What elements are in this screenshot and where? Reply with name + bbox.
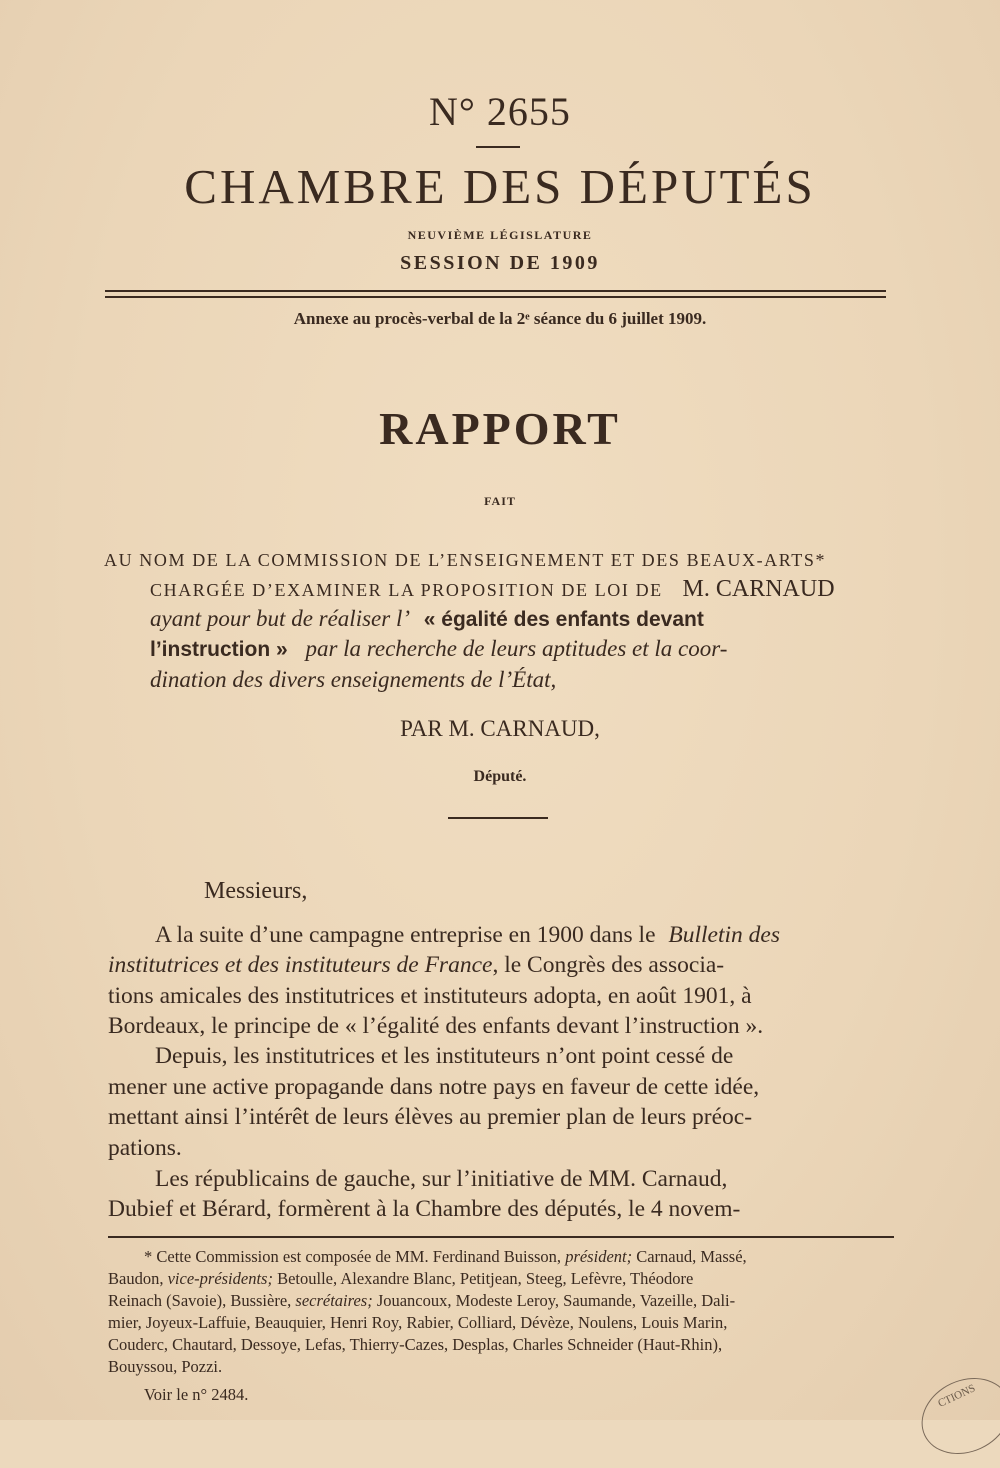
- salutation: Messieurs,: [204, 878, 308, 904]
- center-rule: [448, 817, 548, 819]
- author-role: Député.: [473, 768, 527, 785]
- annex-line: Annexe au procès-verbal de la 2ᵉ séance du 6 juillet 1909.: [293, 309, 707, 328]
- short-rule: [476, 146, 520, 148]
- session-label: SESSION DE 1909: [400, 252, 600, 274]
- double-rule-bottom: [105, 296, 886, 298]
- footnote-line-5: Couderc, Chautard, Dessoye, Lefas, Thierry-Cazes, Desplas, Charles Schneider (Haut-Rhin),: [108, 1335, 723, 1354]
- body-line-7: mettant ainsi l’intérêt de leurs élèves au premier plan de leurs préoc-: [108, 1104, 753, 1130]
- footnote-rule: [108, 1236, 894, 1238]
- footnote-role: vice-présidents;: [167, 1269, 273, 1288]
- footnote-text: * Cette Commission est composée de MM. Ferdinand Buisson,: [144, 1247, 566, 1266]
- purpose-line-2: [150, 636, 727, 662]
- proposition-text: CHARGÉE D’EXAMINER LA PROPOSITION DE LOI DE: [150, 580, 663, 600]
- footnote-role: secrétaires;: [295, 1291, 373, 1310]
- body-text: A la suite d’une campagne entreprise en 1900 dans le: [155, 922, 656, 948]
- bulletin-title-cont: institutrices et des instituteurs de France: [108, 952, 493, 978]
- body-text: , le Congrès des associa-: [492, 952, 725, 978]
- footnote-line-2: [108, 1269, 693, 1289]
- proposition-line: [150, 576, 835, 603]
- footnote-text: Jouancoux, Modeste Leroy, Saumande, Vazeille, Dali-: [372, 1291, 736, 1310]
- body-line-3: tions amicales des institutrices et instituteurs adopta, en août 1901, à: [108, 983, 752, 1009]
- footnote-line-4: mier, Joyeux-Laffuie, Beauquier, Henri Roy, Rabier, Colliard, Dévèze, Noulens, Louis Marin,: [108, 1313, 728, 1332]
- purpose-line-3: [150, 667, 556, 693]
- body-line-8: pations.: [108, 1135, 182, 1161]
- bulletin-title: Bulletin des: [668, 922, 780, 948]
- footnote-text: Reinach (Savoie), Bussière,: [108, 1291, 296, 1310]
- footnote-line-3: [108, 1291, 735, 1311]
- document-number: N° 2655: [429, 89, 571, 134]
- purpose-italic: ayant pour but de réaliser l’: [150, 606, 410, 631]
- report-title: RAPPORT: [379, 403, 621, 454]
- purpose-line-1: [150, 606, 704, 632]
- see-reference: Voir le n° 2484.: [144, 1385, 249, 1404]
- author-line: PAR M. CARNAUD,: [400, 716, 600, 741]
- commission-line: AU NOM DE LA COMMISSION DE L’ENSEIGNEMENT ET DES BEAUX-ARTS*: [104, 550, 827, 570]
- body-line-1: [155, 922, 780, 949]
- legislature-label: NEUVIÈME LÉGISLATURE: [407, 228, 593, 242]
- footnote-text: Baudon,: [108, 1269, 168, 1288]
- chamber-title: CHAMBRE DES DÉPUTÉS: [184, 159, 816, 214]
- purpose-italic-2: par la recherche de leurs aptitudes et la coor-: [305, 636, 728, 661]
- body-line-6: mener une active propagande dans notre pays en faveur de cette idée,: [108, 1074, 760, 1100]
- footnote-line-6: Bouyssou, Pozzi.: [108, 1357, 223, 1376]
- double-rule-top: [105, 290, 886, 292]
- footnote-text: Betoulle, Alexandre Blanc, Petitjean, Steeg, Lefèvre, Théodore: [272, 1269, 694, 1288]
- body-line-5: Depuis, les institutrices et les instituteurs n’ont point cessé de: [155, 1043, 734, 1069]
- footnote-role: président;: [565, 1247, 633, 1266]
- deputy-name: M. CARNAUD: [682, 576, 835, 602]
- body-line-4: Bordeaux, le principe de « l’égalité des enfants devant l’instruction ».: [108, 1013, 764, 1039]
- fait-label: FAIT: [484, 494, 516, 508]
- purpose-bold: « égalité des enfants devant: [423, 608, 704, 631]
- purpose-italic-3: dination des divers enseignements de l’État,: [150, 667, 557, 692]
- footnote-line-1: [144, 1247, 747, 1267]
- library-stamp: CTIONS: [909, 1364, 1000, 1468]
- purpose-bold-2: l’instruction »: [150, 638, 288, 661]
- body-line-2: [108, 952, 724, 979]
- body-line-9: Les républicains de gauche, sur l’initiative de MM. Carnaud,: [155, 1166, 728, 1192]
- footnote-text: Carnaud, Massé,: [632, 1247, 747, 1266]
- body-line-10: Dubief et Bérard, formèrent à la Chambre des députés, le 4 novem-: [108, 1196, 741, 1222]
